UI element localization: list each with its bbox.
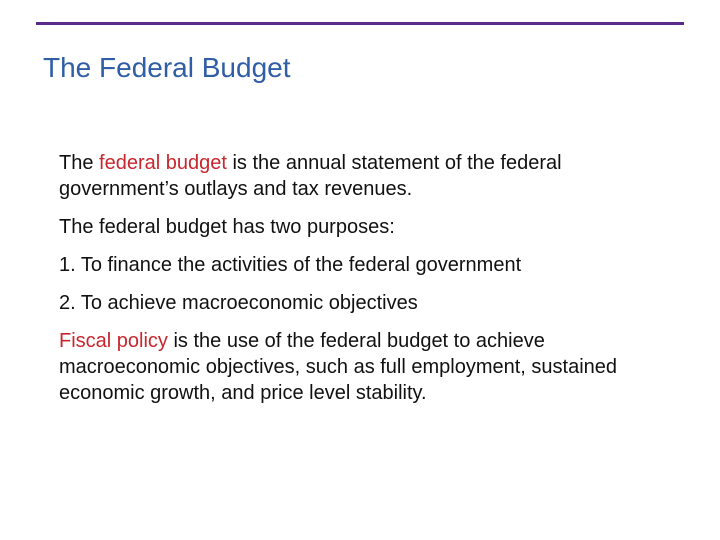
slide-body [59, 150, 679, 406]
paragraph-text: is the annual statement of the federal government’s outlays and tax revenues. [59, 152, 562, 200]
title-divider-line [36, 22, 684, 25]
term-federal-budget: federal budget [99, 152, 227, 174]
paragraph-text: is the use of the federal budget to achieve macroeconomic objectives, such as full employment, sustained economic growth, and price level stability. [59, 330, 618, 404]
purposes-intro: The federal budget has two purposes: [59, 216, 395, 238]
definition-fiscal-policy [59, 328, 679, 406]
term-fiscal-policy: Fiscal policy [59, 330, 168, 352]
paragraph-lead: The [59, 152, 100, 174]
purpose-item-1: 1. To finance the activities of the federal government [59, 254, 522, 276]
purpose-item-2: 2. To achieve macroeconomic objectives [59, 292, 418, 314]
slide-title: The Federal Budget [43, 52, 291, 83]
definition-federal-budget [59, 150, 679, 202]
